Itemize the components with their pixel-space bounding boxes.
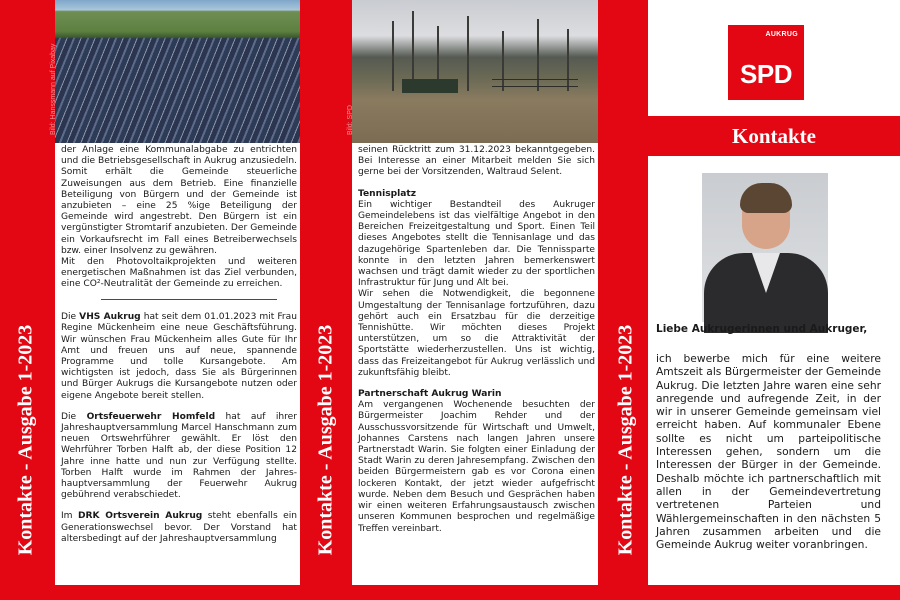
text-run: steht ebenfalls ein Generationswechsel bevor. Der Vorstand hat altersbedingt auf der Jahreshauptversammlung (61, 511, 297, 544)
spine-right (600, 0, 652, 600)
court-fence (492, 79, 578, 87)
section-divider (101, 299, 277, 301)
text-run: Die (61, 411, 87, 422)
panel-middle (300, 0, 600, 600)
heading-partnerschaft: Partnerschaft Aukrug Warin (358, 389, 502, 400)
tennis-hut (402, 79, 458, 93)
column-left (50, 0, 300, 585)
paragraph: Ein wichtiger Bestandteil des Aukruger Gemeindelebens ist das vielfältige Angebot in den Bereichen Freizeitgestaltung und Sport. Einen Teil dieses Angebotes stellt die Tennisanlage und das dazugehörige Spartenleben dar. Die Tennissparte konnte in den letzten Jahren bemerkenswert wachsen und trägt damit wieder zu der sportlichen Infrastruktur für Jung und Alt bei. (358, 199, 595, 289)
article-text-left (55, 143, 300, 545)
paragraph: seinen Rücktritt zum 31.12.2023 bekanntgegeben. Bei Interesse an einer Mitarbeit melden Sie sich gerne bei der Vorsitzenden, Waltraud Selent. (358, 145, 595, 178)
panel-left (0, 0, 300, 600)
spine-left (0, 0, 52, 600)
column-right (648, 156, 900, 585)
column-middle (347, 0, 598, 585)
photo-credit: Bild: Hanssmann auf Pixabay (50, 43, 57, 135)
text-run: hat auf ihrer Jahreshauptversammlung Marcel Hanschmann zum neuen Ortswehrführer gewählt. Er löst den Wehrführer Torben Halft ab, der diese Position 12 Jahre inne hatte und nun zur Verfügung stellte. Torben Halft wurde im Rahmen der Jahres-hauptversammlung der Feuerwehr Aukrug gebührend verabschiedet. (61, 411, 297, 501)
paragraph: Am vergangenen Wochenende besuchten der Bürgermeister Joachim Rehder und der Ausschussvorsitzende für Wirtschaft und Umwelt, Johannes Carstens nach langen Jahren unsere Partnerstadt Warin. Sie folgten einer Einladung der Stadt Warin zu deren Jahresempfang. Zwischen den beiden Bürgermeistern gab es vor Corona einen lockeren Kontakt, der jetzt wieder aufgefrischt wurde. Neben dem Besuch und Gesprächen haben wir einen weiteren Erfahrungsaustausch zwischen unseren Kommunen besprochen und regelmäßige Treffen vereinbart. (358, 400, 595, 534)
greeting: Liebe Aukrugerinnen und Aukruger, (656, 323, 868, 335)
tennis-court-photo (347, 0, 598, 143)
solar-park-photo (50, 0, 300, 143)
paragraph: Wir sehen die Notwendigkeit, die begonnene Umgestaltung der Tennisanlage fortzuführen, dazu gehört auch ein Ersatzbau für die derzeitige Tennishütte. Wir möchten dieses Projekt unterstützen, um so die Attraktivität der Sportstätte wiederherzustellen. Uns ist wichtig, dass das Freizeitangebot für Aukrug verlässlich und zukunftsfähig bleibt. (358, 289, 595, 378)
logo-subtitle: AUKRUG (765, 31, 798, 38)
text-run: Im (61, 511, 78, 522)
spine-label-middle: Kontakte - Ausgabe 1-2023 (314, 324, 337, 556)
paragraph-drk (61, 511, 297, 545)
organisation-name: Ortsfeuerwehr Homfeld (86, 411, 216, 422)
tree (467, 16, 469, 91)
organisation-name: DRK Ortsverein Aukrug (77, 511, 203, 522)
heading-tennisplatz: Tennisplatz (358, 188, 417, 199)
logo-wordmark: SPD (740, 59, 792, 89)
spine-label-left: Kontakte - Ausgabe 1-2023 (14, 324, 37, 556)
portrait-photo (702, 173, 828, 322)
photo-credit: Bild: SPD (347, 105, 354, 135)
paragraph-vhs (61, 312, 297, 402)
tree (392, 21, 394, 91)
paragraph-feuerwehr (61, 412, 297, 502)
portrait-hair (740, 183, 792, 213)
spine-label-right: Kontakte - Ausgabe 1-2023 (614, 324, 637, 556)
article-text-middle (352, 143, 598, 535)
spd-logo (728, 25, 804, 100)
organisation-name: VHS Aukrug (79, 312, 141, 323)
text-run: Die (61, 312, 80, 323)
text-run: hat seit dem 01.01.2023 mit Frau Regine Mückenheim eine neue Geschäftsführung. Wir wünschen Frau Mückenheim alles Gute für Ihr Amt und freuen uns auf neue, spannende Programme und tolle Kursangebote. Am wichtigsten ist jedoch, dass Sie als Bürgerinnen und Bürger Aukrugs die Kursangebote nutzen oder eigene Angebote bereit stellen. (61, 312, 298, 401)
title-banner: Kontakte (648, 116, 900, 156)
paragraph: der Anlage eine Kommunalabgabe zu entrichten und die Betriebsgesellschaft in Aukrug anzusiedeln. Somit erhält die Gemeinde steuerliche Zuweisungen aus dem Betrieb. Eine finanzielle Beteiligung von Bürgern und der Gemeinde ist anzubieten – eine 25 %ige Beteiligung der Gemeinde wird angestrebt. Den Bürgern ist ein vergünstigter Stromtarif anzubieten. Der Gemeinde ein Vorkaufsrecht im Fall eines Betreiberwechsels bzw. einer Insolvenz zu gewähren. (61, 145, 297, 256)
letter-text: ich bewerbe mich für eine weitere Amtszeit als Bürgermeister der Gemeinde Aukrug. Die letzten Jahre waren eine sehr anregende und aufregende Zeit, in der wir in unserer Gemeinde gemeinsam viel erreicht haben. Auf kommunaler Ebene sollte es nicht um parteipolitische Interessen gehen, sondern um die Interessen der Bürger in der Gemeinde. Deshalb möchte ich partnerschaftlich mit allen in der Gemeindevertretung vertretenen Parteien und Wählergemeinschaften in den nächsten 5 Jahren zusammen arbeiten und die Gemeinde Aukrug weiter voranbringen. (656, 352, 881, 552)
spine-middle (300, 0, 352, 600)
paragraph: Mit den Photovoltaikprojekten und weiteren energetischen Maßnahmen ist das Ziel verbunden, eine CO²-Neutralität der Gemeinde zu erreichen. (61, 257, 297, 290)
